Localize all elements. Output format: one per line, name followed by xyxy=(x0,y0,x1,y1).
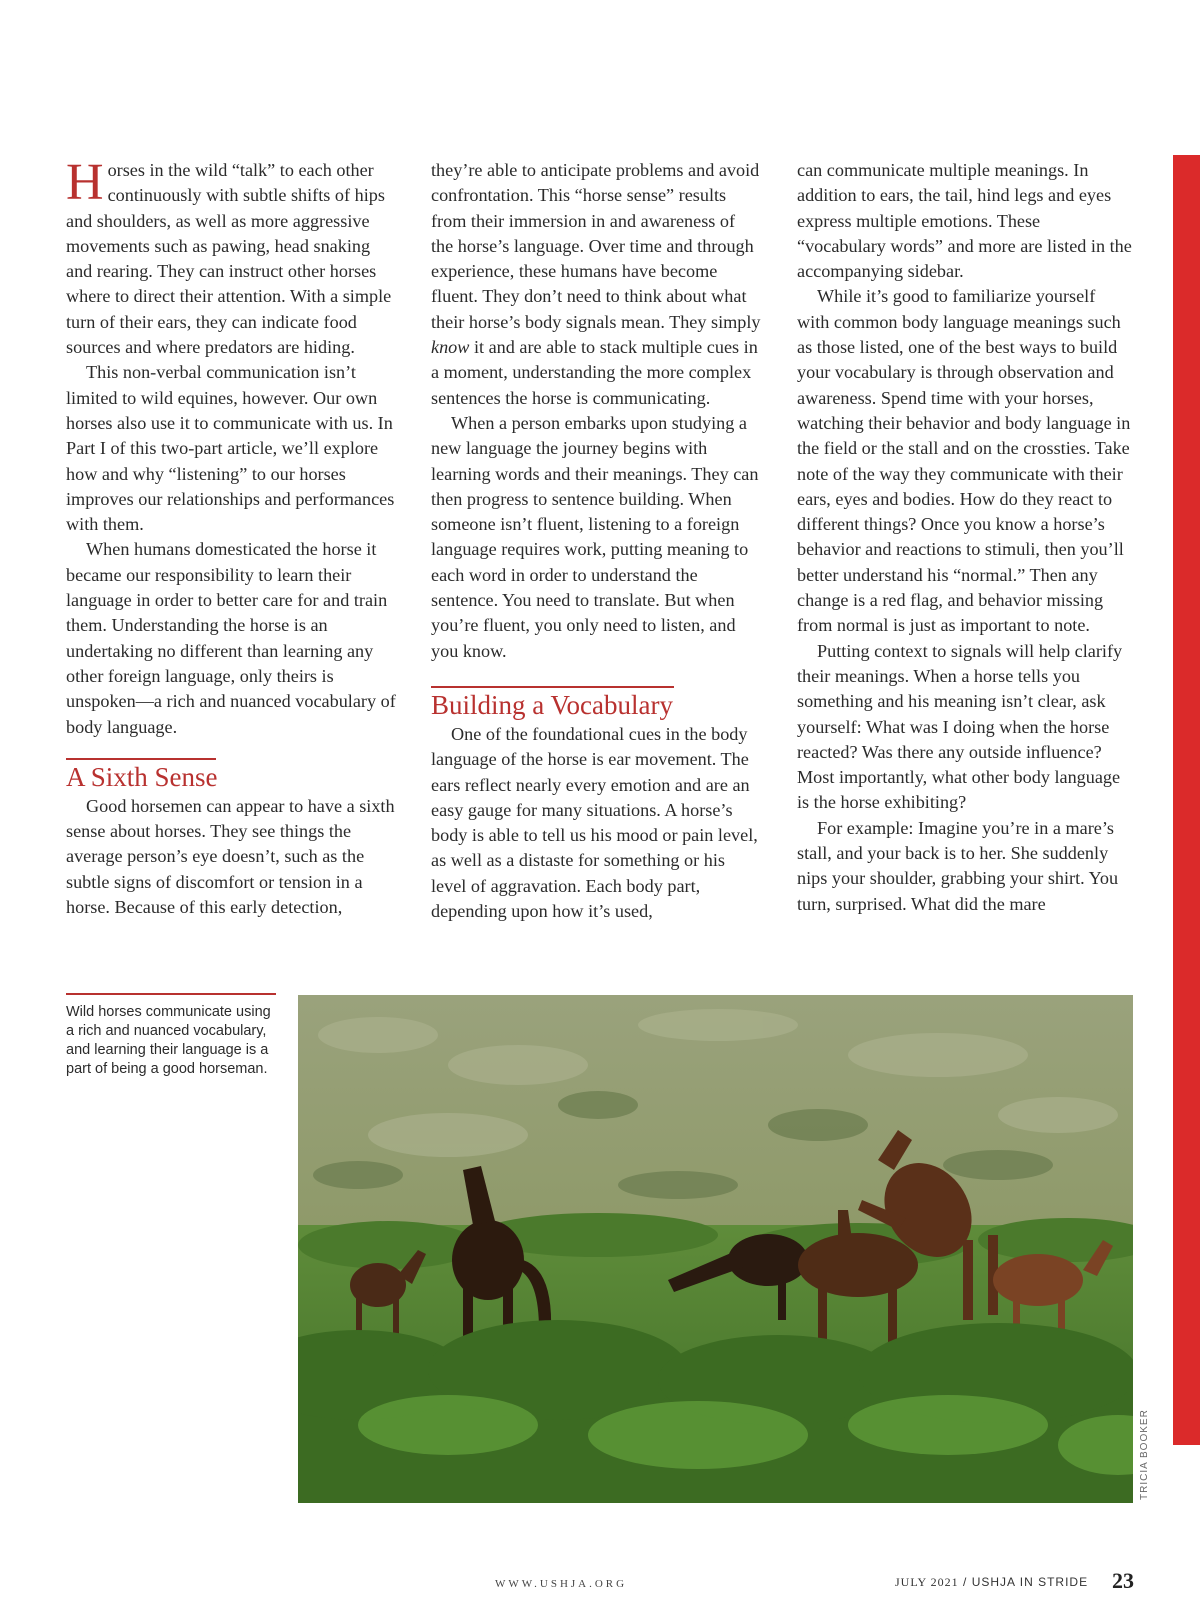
paragraph: One of the foundational cues in the body language of the horse is ear movement. The ears reflect nearly every emotion and are an easy gauge for many situations. A horse’s body is able to tell us his mood or pain level, as well as a distaste for something or his level of aggravation. Each body part, depending upon how it’s used, xyxy=(431,723,758,922)
horses-image xyxy=(298,995,1133,1503)
paragraph: When humans domesticated the horse it became our responsibility to learn their language in order to better care for and train them. Understanding the horse is an undertaking no different than learning any other foreign language, only theirs is unspoken—a rich and nuanced vocabulary of body language. xyxy=(66,539,396,737)
paragraph: Putting context to signals will help clarify their meanings. When a horse tells you something and his meaning isn’t clear, ask yourself: What was I doing when the horse reacted? Was there any outside influence? Most importantly, what other body language is the horse exhibiting? xyxy=(797,640,1123,813)
paragraph: For example: Imagine you’re in a mare’s stall, and your back is to her. She suddenly nips your shoulder, grabbing your shirt. You turn, surprised. What did the mare xyxy=(797,817,1119,914)
section-heading: Building a Vocabulary xyxy=(431,689,673,720)
paragraph-continued: they’re able to anticipate problems and avoid confrontation. This “horse sense” results from their immersion in and awareness of the horse’s language. Over time and through experience, these humans have become fluent. They don’t need to think about what their horse’s body signals mean. They simply know it and are able to stack multiple cues in a moment, understanding the more complex sentences the horse is communicating. xyxy=(431,160,761,408)
separator: / xyxy=(963,1575,968,1589)
intro-text: orses in the wild “talk” to each other continuously with subtle shifts of hips and shoulders, as well as more aggressive movements such as pawing, head snaking and rearing. They can instruct other horses where to direct their attention. With a simple turn of their ears, they can indicate food sources and where predators are hiding. xyxy=(66,160,392,358)
caption-text: Wild horses communicate using a rich and nuanced vocabulary, and learning their language is a part of being a good horseman. xyxy=(66,1004,271,1077)
issue-date: JULY 2021 xyxy=(895,1575,959,1589)
article-column-1 xyxy=(66,154,396,920)
paragraph: While it’s good to familiarize yourself with common body language meanings such as those listed, one of the best ways to build your vocabulary is through observation and awareness. Spend time with your horses, watching their behavior and body language in the field or the stall and on the crossties. Take note of the way they communicate with their ears, eyes and bodies. How do they react to different things? Once you know a horse’s behavior and reactions to stimuli, then you’ll better understand his “normal.” Then any change is a red flag, and behavior missing from normal is just as important to note. xyxy=(797,286,1131,636)
accent-bar xyxy=(1173,155,1200,1445)
section-heading-sixth-sense xyxy=(66,758,396,794)
paragraph: When a person embarks upon studying a new language the journey begins with learning words and their meanings. They can then progress to sentence building. When someone isn’t fluent, listening to a foreign language requires work, putting meaning to each word in order to understand the sentence. You need to translate. But when you’re fluent, you only need to listen, and you know. xyxy=(431,412,759,661)
publication-name: USHJA IN STRIDE xyxy=(971,1575,1089,1589)
photo-caption xyxy=(66,993,276,1079)
paragraph-continued: can communicate multiple meanings. In addition to ears, the tail, hind legs and eyes express multiple emotions. These “vocabulary words” and more are listed in the accompanying sidebar. xyxy=(797,160,1132,282)
section-heading: A Sixth Sense xyxy=(66,761,218,792)
footer-issue xyxy=(895,1575,1088,1590)
paragraph: This non-verbal communication isn’t limited to wild equines, however. Our own horses also use it to communicate with us. In Part I of this two-part article, we’ll explore how and why “listening” to our horses improves our relationships and performances with them. xyxy=(66,362,395,535)
section-heading-building-vocabulary xyxy=(431,686,761,722)
drop-cap: H xyxy=(66,154,104,211)
caption-rule xyxy=(66,993,276,995)
paragraph: Good horsemen can appear to have a sixth sense about horses. They see things the average person’s eye doesn’t, such as the subtle signs of discomfort or tension in a horse. Because of this early detection, xyxy=(66,795,395,918)
wild-horses-photo xyxy=(298,995,1133,1503)
intro-paragraph xyxy=(66,154,396,360)
article-column-3 xyxy=(797,158,1132,917)
footer-url: WWW.USHJA.ORG xyxy=(495,1578,628,1590)
emphasis: know xyxy=(431,337,470,358)
article-column-2 xyxy=(431,158,761,924)
page-number: 23 xyxy=(1112,1568,1134,1593)
photo-credit: TRICIA BOOKER xyxy=(1139,1409,1150,1500)
